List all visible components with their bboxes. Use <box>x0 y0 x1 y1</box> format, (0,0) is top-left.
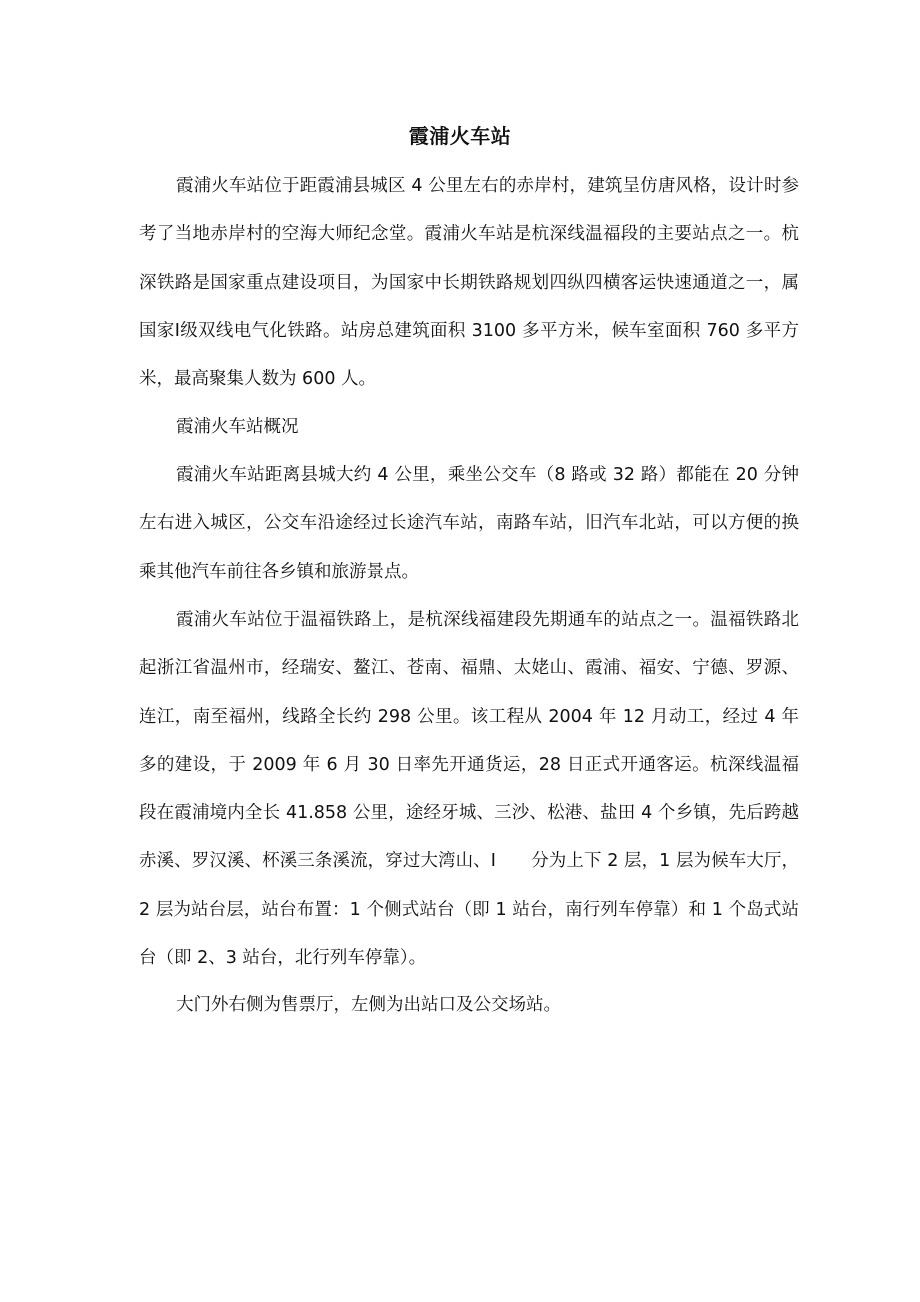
paragraph-railway: 霞浦火车站位于温福铁路上，是杭深线福建段先期通车的站点之一。温福铁路北起浙江省温州市，经瑞安、鳌江、苍南、福鼎、太姥山、霞浦、福安、宁德、罗源、连江，南至福州，线路全长约 298 公里。该工程从 2004 年 12 月动工，经过 4 年多的建设，于 2009 年 6 月 30 日率先开通货运，28 日正式开通客运。杭深线温福段在霞浦境内全长 41.858 公里，途经牙城、三沙、松港、盐田 4 个乡镇，先后跨越赤溪、罗汉溪、杯溪三条溪流，穿过大湾山、Ⅰ 分为上下 2 层，1 层为候车大厅，2 层为站台层，站台布置：1 个侧式站台（即 1 站台，南行列车停靠）和 1 个岛式站台（即 2、3 站台，北行列车停靠）。 <box>139 610 799 969</box>
paragraph-transport: 霞浦火车站距离县城大约 4 公里，乘坐公交车（8 路或 32 路）都能在 20 分钟左右进入城区，公交车沿途经过长途汽车站，南路车站，旧汽车北站，可以方便的换乘其他汽车前往各乡镇和旅游景点。 <box>139 465 799 582</box>
paragraph-entrance: 大门外右侧为售票厅，左侧为出站口及公交场站。 <box>176 995 561 1015</box>
paragraph-intro: 霞浦火车站位于距霞浦县城区 4 公里左右的赤岸村，建筑呈仿唐风格，设计时参考了当地赤岸村的空海大师纪念堂。霞浦火车站是杭深线温福段的主要站点之一。杭深铁路是国家重点建设项目，为国家中长期铁路规划四纵四横客运快速通道之一，属国家Ⅰ级双线电气化铁路。站房总建筑面积 3100 多平方米，候车室面积 760 多平方米，最高聚集人数为 600 人。 <box>139 176 799 390</box>
paragraph-overview-heading: 霞浦火车站概况 <box>176 417 299 437</box>
document-title: 霞浦火车站 <box>408 124 512 148</box>
